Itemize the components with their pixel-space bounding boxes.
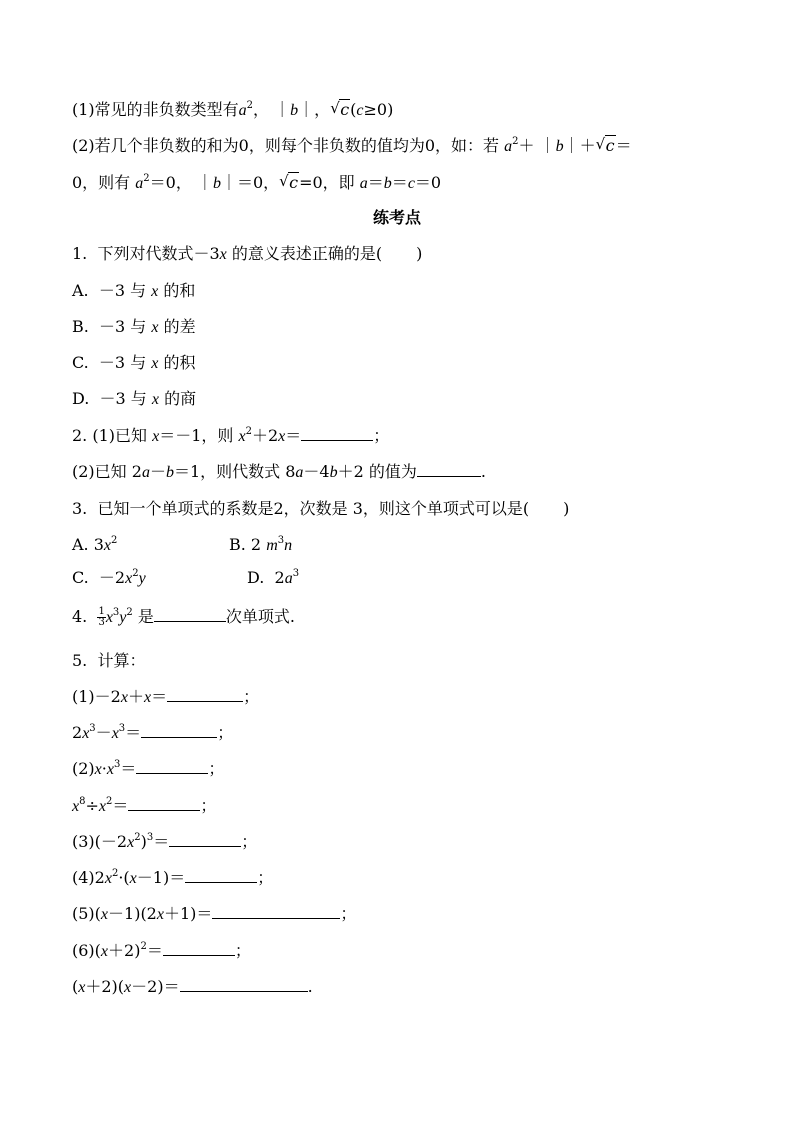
question-5-item-2: $2x^3-x^3=$ ；: [72, 722, 234, 742]
fraction-one-third: $\frac{1}{3}$: [98, 606, 105, 628]
question-5-item-7: (5)(x－1)(2x＋1)＝ ；: [72, 904, 357, 923]
question-3-option-c: C. $-2x^2y$: [72, 567, 146, 587]
note-2-line-1: (2)若几个非负数的和为0，则每个非负数的值均为0，如：若 $a^2+$ ｜b｜＋ √ c＝: [72, 135, 632, 155]
question-1-option-d: D. －3 与 x 的商: [72, 389, 197, 408]
question-1-option-a: A. －3 与 x 的和: [72, 281, 196, 300]
question-1-stem: 1. 下列对代数式－3x 的意义表述正确的是( ): [72, 244, 423, 263]
question-1-option-c: C. －3 与 x 的积: [72, 353, 196, 372]
question-3-option-b: B. 2 $m^3n$: [229, 534, 293, 554]
question-3-stem: 3. 已知一个单项式的系数是2，次数是 3，则这个单项式可以是( ): [72, 499, 570, 518]
question-3-option-d: D. $2a^3$: [247, 567, 300, 587]
question-5-item-6: $(4)2x^2\cdot(x-1)=$ ；: [72, 867, 274, 887]
note-1-text: (1)常见的非负数类型有: [72, 100, 239, 119]
question-5-item-4: $x^8\div x^2=$ ；: [72, 795, 217, 815]
question-5-item-9: (x＋2)(x－2)＝ .: [72, 977, 313, 996]
question-5-stem: 5. 计算：: [72, 651, 146, 670]
note-1: (1)常见的非负数类型有$a^2$， ｜b｜， √ c(c≥0): [72, 99, 394, 119]
question-5-item-1: (1)－2x＋x＝ ；: [72, 687, 260, 706]
question-5-item-5: $(3)(-2x^2)^3=$ ；: [72, 831, 258, 851]
question-5-item-3: $(2)x\cdot x^3=$ ；: [72, 758, 225, 778]
note-2-line-2: 0，则有 $a^2=0$， ｜b｜＝0， √ c=0，即 a＝b＝c＝0: [72, 172, 442, 192]
note-2-text: (2)若几个非负数的和为0，则每个非负数的值均为0，如：若: [72, 136, 500, 155]
section-title: 练考点: [372, 208, 421, 227]
question-5-item-8: $(6)(x+2)^2=$ ；: [72, 940, 251, 960]
question-1-option-b: B. －3 与 x 的差: [72, 317, 196, 336]
question-2-part-2: (2)已知 2a－b＝1，则代数式 8a－4b＋2 的值为 .: [72, 462, 486, 481]
question-3-option-a: A. $3x^2$: [72, 534, 118, 554]
question-2-part-1: 2. (1)已知 x＝－1，则 $x^2+2x=$ ；: [72, 425, 390, 445]
question-4: 4. $\frac{1}{3}$ $x^3y^2$ 是 次单项式.: [72, 606, 295, 628]
sqrt-c: √ c: [330, 99, 350, 119]
